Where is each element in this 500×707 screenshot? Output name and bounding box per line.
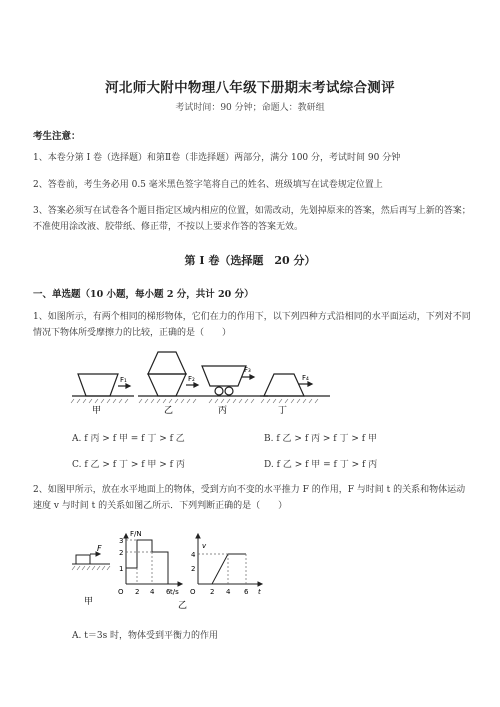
force-label-3: F₃ — [244, 366, 251, 374]
graph-1-xlabel: t/s — [170, 588, 179, 596]
graph-2-ytick: 4 — [191, 551, 196, 559]
graph-1-ytick: 3 — [119, 537, 124, 545]
graph-2-origin: O — [190, 588, 196, 596]
graph-2-ylabel: v — [202, 542, 207, 550]
question-2-figure — [70, 526, 280, 612]
notice-item-3: 3、答案必须写在试卷各个题目指定区域内相应的位置，如需改动，先划掉原来的答案，然后再写上新的答案；不准使用涂改液、胶带纸、修正带，不按以上要求作答的答案无效。 — [33, 206, 471, 232]
graph-2-xtick: 6 — [244, 588, 249, 596]
q2-option-a[interactable]: A. t＝3s 时，物体受到平衡力的作用 — [72, 631, 219, 641]
figure-label-yi: 乙 — [178, 601, 188, 611]
question-1-figure — [68, 350, 348, 418]
force-label-1: F₁ — [120, 376, 127, 384]
graph-1-ytick: 2 — [119, 549, 124, 557]
graph-1-xtick: 4 — [150, 588, 155, 596]
notice-item-1: 1、本卷分第 I 卷（选择题）和第Ⅱ卷（非选择题）两部分，满分 100 分，考试时间 90 分钟 — [33, 153, 401, 163]
graph-2-ytick: 2 — [191, 565, 196, 573]
q1-option-c[interactable] — [72, 457, 185, 470]
exam-info: 考试时间：90 分钟；命题人：教研组 — [175, 103, 325, 113]
option-letter: A. — [72, 434, 82, 444]
graph-1-origin: O — [118, 588, 124, 596]
notice-heading: 考生注意： — [33, 131, 81, 142]
graph-1-xtick: 6 — [166, 588, 171, 596]
graph-2-xlabel: t — [258, 588, 261, 596]
question-1-text: 1、如图所示，有两个相同的梯形物体，它们在力的作用下，以下列四种方式沿相同的水平面运动，下列对不同情况下物体所受摩擦力的比较，正确的是（ ） — [33, 312, 471, 338]
option-letter: D. — [264, 460, 274, 470]
figure-label-yi: 乙 — [164, 406, 174, 416]
option-text: f 丙 > f 甲 = f 丁 > f 乙 — [84, 434, 185, 444]
q1-option-b[interactable] — [264, 431, 377, 444]
page-title: 河北师大附中物理八年级下册期末考试综合测评 — [105, 80, 395, 96]
force-label-2: F₂ — [188, 375, 195, 383]
graph-2-xtick: 2 — [210, 588, 215, 596]
figure-label-jia: 甲 — [84, 597, 94, 607]
q1-option-d[interactable] — [264, 457, 377, 470]
option-text: f 乙 > f 丁 > f 甲 > f 丙 — [84, 460, 185, 470]
option-letter: C. — [72, 460, 82, 470]
part-heading: 一、单选题（10 小题，每小题 2 分，共计 20 分） — [33, 289, 254, 300]
force-label-4: F₄ — [302, 374, 309, 382]
section-title: 第 I 卷（选择题 20 分） — [184, 254, 316, 267]
notice-item-2: 2、答卷前，考生务必用 0.5 毫米黑色签字笔将自己的姓名、班级填写在试卷规定位置上 — [33, 180, 383, 190]
q1-option-a[interactable] — [72, 431, 185, 444]
graph-1-ytick: 1 — [119, 565, 124, 573]
graph-1-ylabel: F/N — [130, 530, 142, 538]
graph-2-xtick: 4 — [226, 588, 231, 596]
option-text: f 乙 > f 甲 = f 丁 > f 丙 — [276, 460, 378, 470]
question-2-text: 2、如图甲所示，放在水平地面上的物体，受到方向不变的水平推力 F 的作用，F 与时间 t 的关系和物体运动速度 v 与时间 t 的关系如图乙所示．下列判断正确的是（ ） — [33, 485, 466, 511]
option-letter: B. — [264, 434, 274, 444]
graph-1-xtick: 2 — [135, 588, 140, 596]
figure-label-jia: 甲 — [92, 406, 102, 416]
figure-label-ding: 丁 — [278, 406, 288, 416]
figure-label-bing: 丙 — [218, 406, 228, 416]
force-label: F — [97, 544, 102, 553]
option-text: f 乙 > f 丙 > f 丁 > f 甲 — [276, 434, 377, 444]
